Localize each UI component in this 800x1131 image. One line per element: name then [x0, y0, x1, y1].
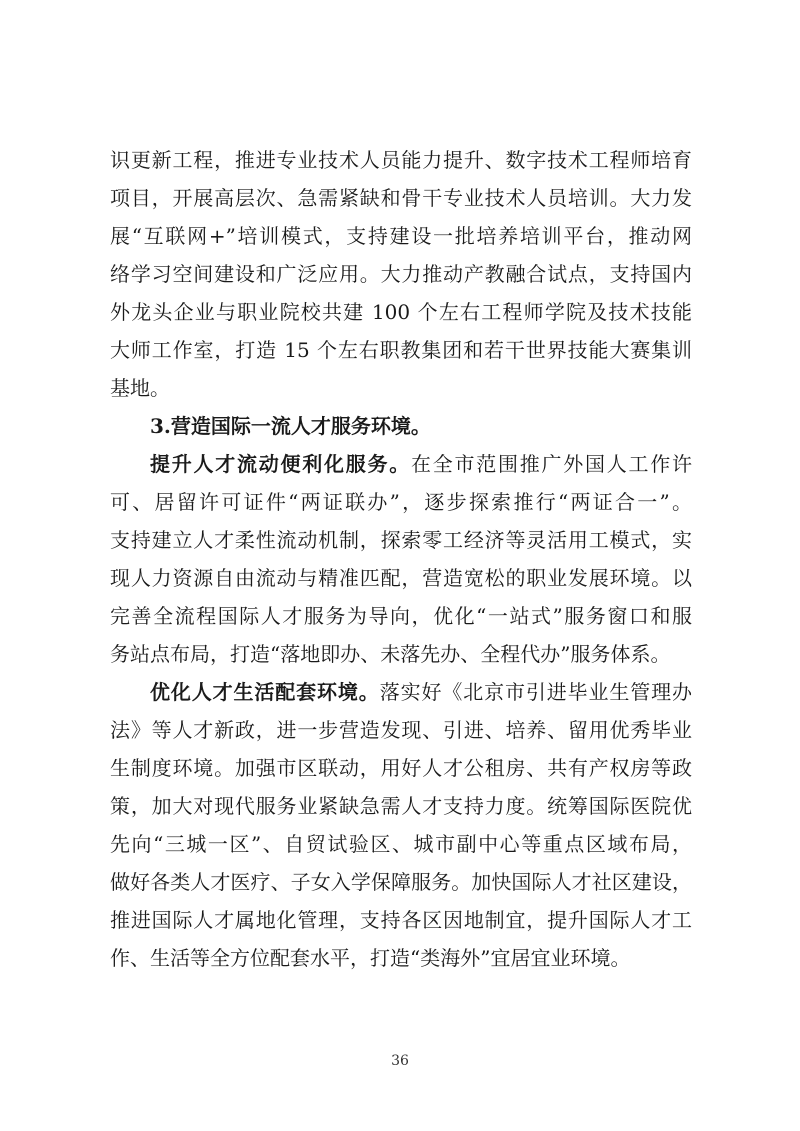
page-number: 36 [391, 1053, 409, 1069]
text-line: 推进国际人才属地化管理，支持各区因地制宜，提升国际人才工 [110, 908, 692, 932]
text-line: 生制度环境。加强市区联动，用好人才公租房、共有产权房等政 [110, 756, 692, 780]
text-line: 项目，开展高层次、急需紧缺和骨干专业技术人员培训。大力发 [110, 186, 692, 210]
text-line: 作、生活等全方位配套水平，打造“类海外”宜居宜业环境。 [110, 946, 631, 970]
text-line: 做好各类人才医疗、子女入学保障服务。加快国际人才社区建设， [110, 870, 692, 894]
text-line: 完善全流程国际人才服务为导向，优化“一站式”服务窗口和服 [110, 604, 692, 628]
text-line: 外龙头企业与职业院校共建 100 个左右工程师学院及技术技能 [110, 300, 692, 324]
text-line: 务站点布局，打造“落地即办、未落先办、全程代办”服务体系。 [110, 642, 671, 666]
text-line: 大师工作室，打造 15 个左右职教集团和若干世界技能大赛集训 [110, 338, 692, 362]
paragraph-text: 落实好《北京市引进毕业生管理办 [379, 680, 692, 704]
text-line: 策，加大对现代服务业紧缺急需人才支持力度。统筹国际医院优 [110, 794, 692, 818]
text-line: 法》等人才新政，进一步营造发现、引进、培养、留用优秀毕业 [110, 718, 692, 742]
text-line: 展“互联网+”培训模式，支持建设一批培养培训平台，推动网 [110, 224, 692, 248]
paragraph-lead: 优化人才生活配套环境。 [150, 680, 380, 704]
text-line: 支持建立人才柔性流动机制，探索零工经济等灵活用工模式，实 [110, 528, 692, 552]
text-line [150, 452, 692, 476]
text-line: 先向“三城一区”、自贸试验区、城市副中心等重点区域布局， [110, 832, 692, 856]
text-line [150, 680, 692, 704]
paragraph-lead: 提升人才流动便利化服务。 [150, 452, 411, 476]
paragraph-text: 在全市范围推广外国人工作许 [411, 452, 692, 476]
text-line: 络学习空间建设和广泛应用。大力推动产教融合试点，支持国内 [110, 262, 692, 286]
text-line: 识更新工程，推进专业技术人员能力提升、数字技术工程师培育 [110, 148, 692, 172]
text-line: 基地。 [110, 376, 170, 400]
section-heading: 3.营造国际一流人才服务环境。 [150, 414, 431, 438]
text-line: 现人力资源自由流动与精准匹配，营造宽松的职业发展环境。以 [110, 566, 692, 590]
text-line: 可、居留许可证件“两证联办”，逐步探索推行“两证合一”。 [110, 490, 692, 514]
